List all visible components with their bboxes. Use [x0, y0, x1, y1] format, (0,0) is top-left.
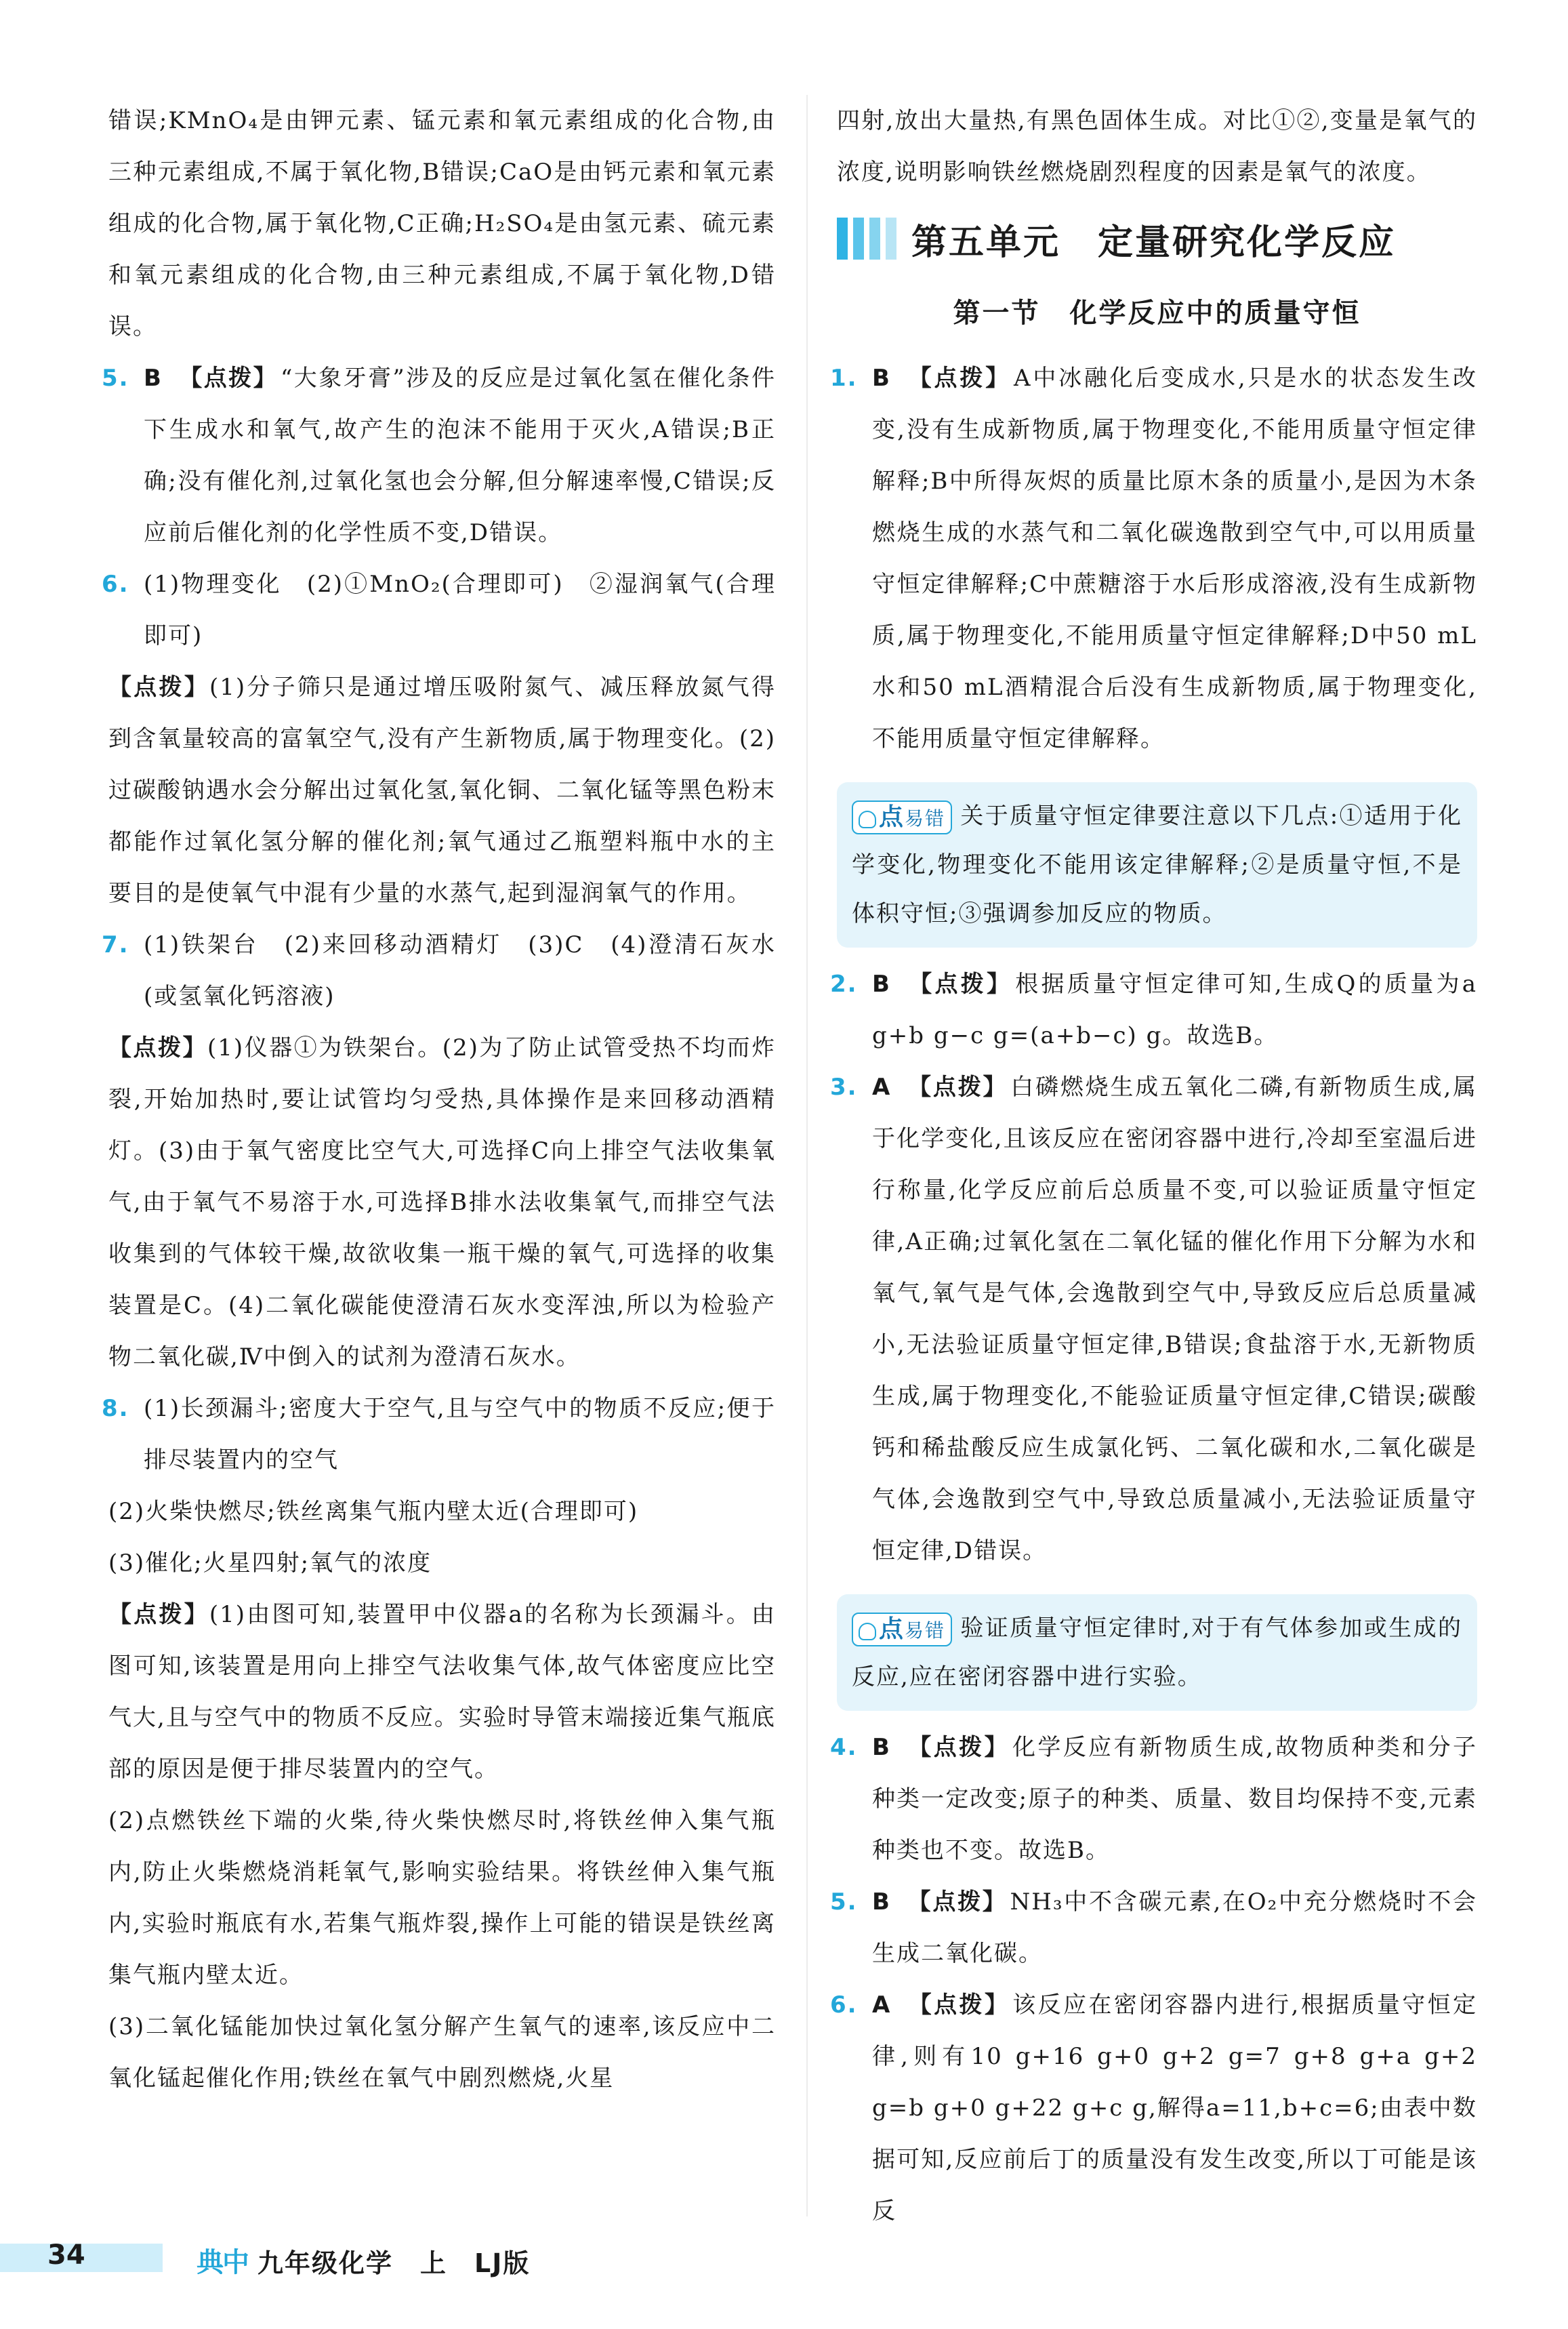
hint-6	[108, 662, 776, 919]
tip-box-2	[837, 1594, 1477, 1711]
answer-key: B	[144, 365, 163, 392]
hint-text: (1)仪器①为铁架台。(2)为了防止试管受热不均而炸裂,开始加热时,要让试管均匀受热,具体操作是来回移动酒精灯。(3)由于氧气密度比空气大,可选择C向上排空气法收集氧气,由于氧气不易溶于水,可选择B排水法收集氧气,而排空气法收集到的气体较干燥,故欲收集一瓶干燥的氧气,可选择的收集装置是C。(4)二氧化碳能使澄清石灰水变浑浊,所以为检验产物二氧化碳,Ⅳ中倒入的试剂为澄清石灰水。	[108, 1034, 776, 1371]
tip-badge: 点易错	[852, 1613, 952, 1646]
intro-paragraph: 错误;KMnO₄是由钾元素、锰元素和氧元素组成的化合物,由三种元素组成,不属于氧化物,B错误;CaO是由钙元素和氧元素组成的化合物,属于氧化物,C正确;H₂SO₄是由氢元素、硫元素和氧元素组成的化合物,由三种元素组成,不属于氧化物,D错误。	[108, 107, 776, 340]
hint-text: 根据质量守恒定律可知,生成Q的质量为a g+b g−c g=(a+b−c) g。故选B。	[872, 971, 1478, 1049]
question-number: 3.	[830, 1074, 858, 1101]
book-title: 九年级化学 上 LJ版	[257, 2248, 531, 2278]
answer-r2	[830, 958, 1478, 1061]
hint-tag: 【点拨】	[907, 365, 1011, 392]
question-number: 6.	[830, 1991, 858, 2019]
hint-text: 白磷燃烧生成五氧化二磷,有新物质生成,属于化学变化,且该反应在密闭容器中进行,冷却至室温后进行称量,化学反应前后总质量不变,可以验证质量守恒定律,A正确;过氧化氢在二氧化锰的催化作用下分解为水和氧气,氧气是气体,会逸散到空气中,导致反应后总质量减小,无法验证质量守恒定律,B错误;食盐溶于水,无新物质生成,属于物理变化,不能验证质量守恒定律,C错误;碳酸钙和稀盐酸反应生成氯化钙、二氧化碳和水,二氧化碳是气体,会逸散到空气中,导致总质量减小,无法验证质量守恒定律,D错误。	[872, 1074, 1477, 1564]
answer-key: B	[872, 1888, 891, 1916]
column-divider	[806, 95, 808, 2216]
hint-tag: 【点拨】	[108, 1034, 208, 1061]
question-number: 1.	[830, 365, 858, 392]
hint-text: (1)分子筛只是通过增压吸附氮气、减压释放氮气得到含氧量较高的富氧空气,没有产生新物质,属于物理变化。(2)过碳酸钠遇水会分解出过氧化氢,氧化铜、二氧化锰等黑色粉末都能作过氧化氢分解的催化剂;氧气通过乙瓶塑料瓶中水的主要目的是使氧气中混有少量的水蒸气,起到湿润氧气的作用。	[108, 674, 776, 907]
hint-tag: 【点拨】	[907, 1991, 1010, 2019]
bell-icon	[859, 1623, 876, 1640]
answer-6	[102, 559, 776, 662]
hint-tag: 【点拨】	[907, 1734, 1010, 1761]
answer-7	[102, 919, 776, 1022]
page-number: 34	[47, 2240, 85, 2271]
brand-logo: 典中	[197, 2247, 248, 2278]
answer-part-2: (2)火柴快燃尽;铁丝离集气瓶内壁太近(合理即可)	[108, 1498, 639, 1525]
hint-8-1	[108, 1589, 776, 1795]
hint-text: 化学反应有新物质生成,故物质种类和分子种类一定改变;原子的种类、质量、数目均保持不变,元素种类也不变。故选B。	[872, 1734, 1477, 1864]
answer-text: (1)铁架台 (2)来回移动酒精灯 (3)C (4)澄清石灰水(或氢氧化钙溶液)	[144, 931, 776, 1010]
hint-text: “大象牙膏”涉及的反应是过氧化氢在催化条件下生成水和氧气,故产生的泡沫不能用于灭火,A错误;B正确;没有催化剂,过氧化氢也会分解,但分解速率慢,C错误;反应前后催化剂的化学性质不变,D错误。	[144, 365, 776, 546]
bars-icon	[837, 218, 896, 260]
hint-8-3: (3)二氧化锰能加快过氧化氢分解产生氧气的速率,该反应中二氧化锰起催化作用;铁丝在氧气中剧烈燃烧,火星	[108, 2013, 776, 2092]
tip-box-1	[837, 782, 1477, 948]
hint-text: 该反应在密闭容器内进行,根据质量守恒定律,则有10 g+16 g+0 g+2 g=7 g+8 g+a g+2 g=b g+0 g+22 g+c g,解得a=11,b+c=6;由表中数据可知,反应前后丁的质量没有发生改变,所以丁可能是该反	[872, 1991, 1478, 2225]
hint-text: A中冰融化后变成水,只是水的状态发生改变,没有生成新物质,属于物理变化,不能用质量守恒定律解释;B中所得灰烬的质量比原木条的质量小,是因为木条燃烧生成的水蒸气和二氧化碳逸散到空气中,可以用质量守恒定律解释;C中蔗糖溶于水后形成溶液,没有生成新物质,属于物理变化,不能用质量守恒定律解释;D中50 mL水和50 mL酒精混合后没有生成新物质,属于物理变化,不能用质量守恒定律解释。	[872, 365, 1477, 752]
hint-text: (1)由图可知,装置甲中仪器a的名称为长颈漏斗。由图可知,该装置是用向上排空气法收集气体,故气体密度应比空气大,且与空气中的物质不反应。实验时导管末端接近集气瓶底部的原因是便于排尽装置内的空气。	[108, 1601, 776, 1783]
unit-title: 第五单元 定量研究化学反应	[911, 222, 1397, 263]
answer-key: A	[872, 1991, 892, 2019]
section-title: 第一节 化学反应中的质量守恒	[953, 298, 1361, 329]
answer-r3	[830, 1061, 1477, 1577]
hint-tag: 【点拨】	[907, 971, 1013, 998]
continued-paragraph: 四射,放出大量热,有黑色固体生成。对比①②,变量是氧气的浓度,说明影响铁丝燃烧剧烈程度的因素是氧气的浓度。	[837, 107, 1477, 186]
tip-text: 验证质量守恒定律时,对于有气体参加或生成的反应,应在密闭容器中进行实验。	[852, 1615, 1462, 1690]
hint-text: NH₃中不含碳元素,在O₂中充分燃烧时不会生成二氧化碳。	[872, 1888, 1477, 1967]
hint-tag: 【点拨】	[907, 1888, 1008, 1916]
hint-tag: 【点拨】	[108, 674, 209, 701]
question-number: 5.	[102, 365, 129, 392]
hint-tag: 【点拨】	[907, 1074, 1008, 1101]
answer-r6	[830, 1979, 1478, 2237]
answer-5	[102, 352, 776, 559]
answer-text: (1)物理变化 (2)①MnO₂(合理即可) ②湿润氧气(合理即可)	[144, 571, 776, 649]
answer-r5	[830, 1876, 1477, 1979]
answer-8	[102, 1383, 776, 1486]
answer-r1	[830, 352, 1477, 765]
question-number: 7.	[102, 931, 129, 958]
hint-tag: 【点拨】	[178, 365, 278, 392]
answer-r4	[830, 1722, 1477, 1876]
answer-key: B	[872, 1734, 891, 1761]
hint-tag: 【点拨】	[108, 1601, 209, 1628]
question-number: 8.	[102, 1395, 129, 1422]
hint-8-2: (2)点燃铁丝下端的火柴,待火柴快燃尽时,将铁丝伸入集气瓶内,防止火柴燃烧消耗氧气,影响实验结果。将铁丝伸入集气瓶内,实验时瓶底有水,若集气瓶炸裂,操作上可能的错误是铁丝离集气瓶内壁太近。	[108, 1807, 776, 1989]
answer-part-1: (1)长颈漏斗;密度大于空气,且与空气中的物质不反应;便于排尽装置内的空气	[144, 1395, 776, 1474]
answer-key: B	[872, 365, 891, 392]
question-number: 4.	[830, 1734, 858, 1761]
question-number: 2.	[830, 971, 858, 998]
left-column	[102, 95, 776, 2104]
right-column	[830, 95, 1478, 2237]
question-number: 6.	[102, 571, 129, 598]
answer-key: B	[872, 971, 891, 998]
bell-icon	[859, 811, 876, 828]
answer-part-3: (3)催化;火星四射;氧气的浓度	[108, 1550, 432, 1577]
page-footer	[0, 2237, 1568, 2284]
question-number: 5.	[830, 1888, 858, 1916]
unit-heading	[837, 207, 1477, 270]
answer-key: A	[872, 1074, 892, 1101]
tip-text: 关于质量守恒定律要注意以下几点:①适用于化学变化,物理变化不能用该定律解释;②是质量守恒,不是体积守恒;③强调参加反应的物质。	[852, 803, 1462, 927]
hint-7	[108, 1022, 776, 1383]
tip-badge: 点易错	[852, 801, 952, 834]
